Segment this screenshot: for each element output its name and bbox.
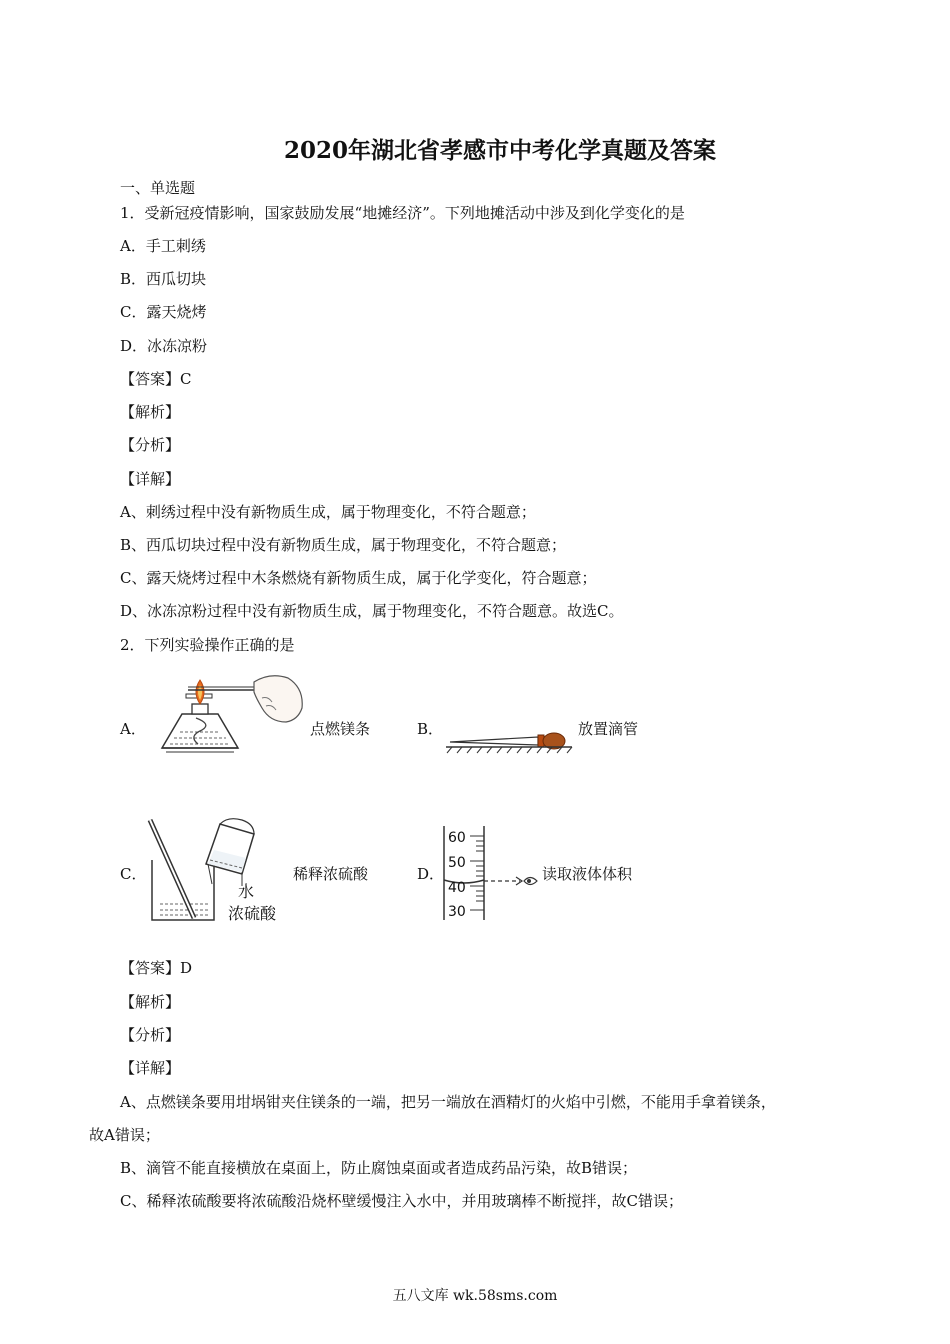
question-2-detail-a-line2: 故A错误；: [89, 1126, 160, 1144]
tick-40: 40: [448, 880, 466, 896]
question-2-jiexi: 【解析】: [120, 993, 181, 1011]
question-2-answer: 【答案】D: [120, 959, 193, 977]
option-b-letter: B．: [417, 720, 444, 738]
option-d-letter: D．: [417, 865, 445, 883]
question-2-fenxi: 【分析】: [120, 1026, 181, 1044]
question-1-option-b: B．西瓜切块: [120, 270, 207, 288]
question-1-detail-a: A、刺绣过程中没有新物质生成，属于物理变化，不符合题意；: [120, 503, 536, 521]
page-title: 2020年湖北省孝感市中考化学真题及答案: [283, 137, 716, 164]
tick-50: 50: [448, 855, 466, 871]
question-1-option-a: A．手工刺绣: [120, 237, 206, 255]
question-1-option-c: C．露天烧烤: [120, 303, 207, 321]
question-2-xiangjie: 【详解】: [120, 1059, 181, 1077]
option-a-caption: 点燃镁条: [310, 720, 371, 738]
burning-magnesium-illustration: [158, 668, 308, 760]
question-1-xiangjie: 【详解】: [120, 470, 181, 488]
tick-30: 30: [448, 904, 466, 920]
question-1-jiexi: 【解析】: [120, 403, 181, 421]
section-heading: 一、单选题: [120, 179, 196, 197]
question-2-detail-a-line1: A、点燃镁条要用坩埚钳夹住镁条的一端，把另一端放在酒精灯的火焰中引燃，不能用手拿着镁条，: [120, 1093, 776, 1111]
question-1-fenxi: 【分析】: [120, 436, 181, 454]
question-1-answer: 【答案】C: [120, 370, 192, 388]
question-2-detail-b: B、滴管不能直接横放在桌面上，防止腐蚀桌面或者造成药品污染，故B错误；: [120, 1159, 638, 1177]
question-1-option-d: D．冰冻凉粉: [120, 337, 208, 355]
question-1-detail-d: D、冰冻凉粉过程中没有新物质生成，属于物理变化，不符合题意。故选C。: [120, 602, 624, 620]
question-2-detail-c: C、稀释浓硫酸要将浓硫酸沿烧杯壁缓慢注入水中，并用玻璃棒不断搅拌，故C错误；: [120, 1192, 683, 1210]
question-1-detail-b: B、西瓜切块过程中没有新物质生成，属于物理变化，不符合题意；: [120, 536, 567, 554]
option-d-caption: 读取液体体积: [542, 865, 633, 883]
page-footer: 五八文库 wk.58sms.com: [392, 1288, 558, 1304]
option-a-letter: A．: [120, 720, 146, 738]
option-c-letter: C．: [120, 865, 147, 883]
question-1-detail-c: C、露天烧烤过程中木条燃烧有新物质生成，属于化学变化，符合题意；: [120, 569, 597, 587]
water-label: 水: [238, 882, 255, 901]
dropper-illustration: [446, 722, 576, 754]
question-1-stem: 1．受新冠疫情影响，国家鼓励发展“地摊经济”。下列地摊活动中涉及到化学变化的是: [120, 204, 685, 222]
acid-label: 浓硫酸: [228, 904, 277, 923]
question-2-stem: 2．下列实验操作正确的是: [120, 636, 295, 654]
option-c-caption: 稀释浓硫酸: [293, 865, 369, 883]
tick-60: 60: [448, 830, 466, 846]
option-b-caption: 放置滴管: [578, 720, 639, 738]
